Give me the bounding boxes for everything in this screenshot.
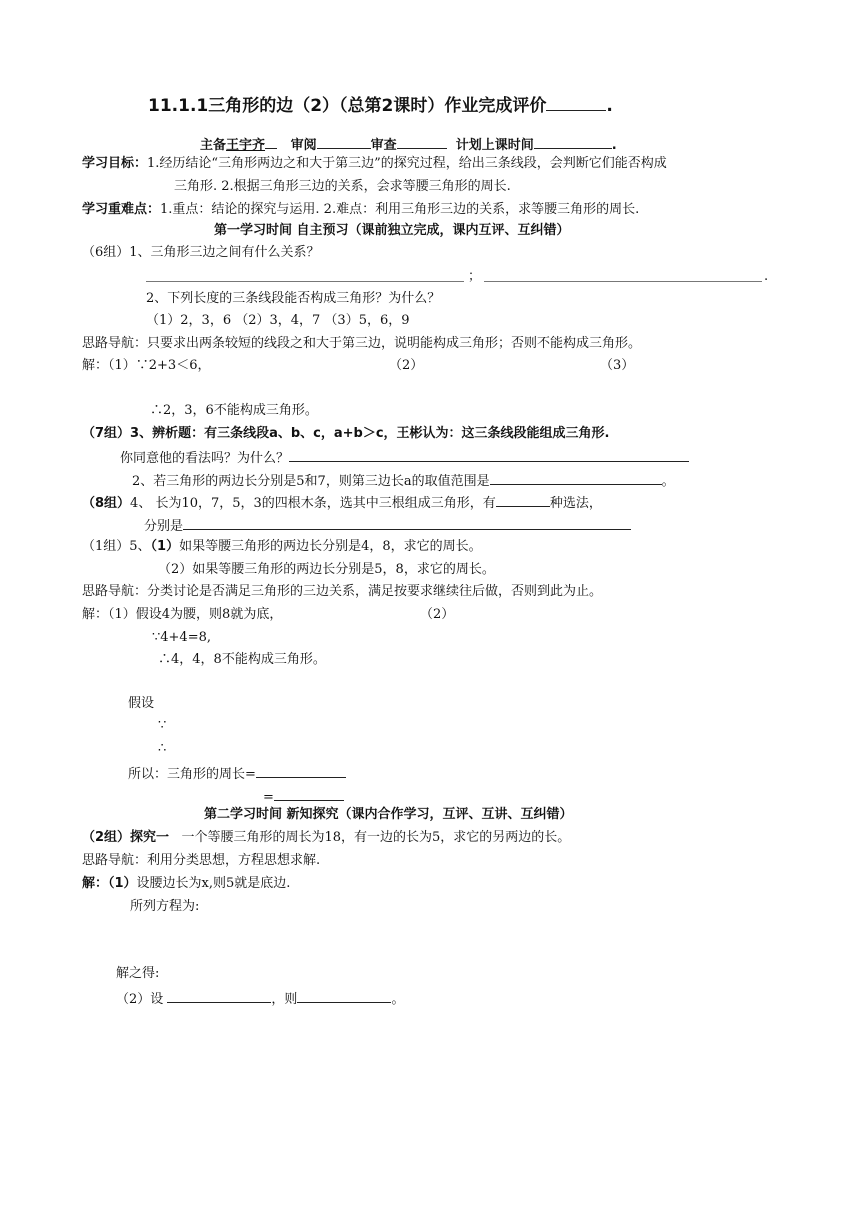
answer-line-1b[interactable] <box>484 281 762 282</box>
question-4 <box>82 492 602 513</box>
q3-line3-end: 。 <box>661 474 675 489</box>
equals-sign: = <box>263 790 274 805</box>
zhubei-label: 主备 <box>200 138 227 153</box>
assume-blank[interactable] <box>167 988 271 1003</box>
question-3-line3 <box>132 470 675 491</box>
explore-1 <box>82 829 570 847</box>
question-5-part2: （2）如果等腰三角形的两边长分别是5，8，求它的周长。 <box>158 562 495 577</box>
section2-heading: 第二学习时间 新知探究（课内合作学习，互评、互讲、互纠错） <box>204 807 573 822</box>
choices-blank[interactable] <box>183 515 631 530</box>
explore-group: （2组）探究一 <box>82 830 170 845</box>
q3-line2-text: 你同意他的看法吗？为什么？ <box>120 451 290 466</box>
question-3 <box>82 425 610 443</box>
q4-text: 4、 长为10，7，5，3的四根木条，选其中三根组成三角形，有 <box>130 496 496 511</box>
explore-sol-label: 解：（1） <box>82 876 137 891</box>
question-5 <box>82 538 482 556</box>
page-title: 11.1.1三角形的边（2）（总第2课时）作业完成评价 . <box>148 96 613 116</box>
explore-p2-c: 。 <box>391 992 405 1007</box>
perimeter-label: 所以：三角形的周长= <box>128 767 256 782</box>
question-4-line2 <box>144 515 631 536</box>
solution-1-conclusion: ∴2，3，6不能构成三角形。 <box>150 403 318 418</box>
plan-time-blank[interactable] <box>534 134 612 149</box>
shenyue-blank[interactable] <box>317 134 371 149</box>
explore-solve: 解之得: <box>116 966 160 981</box>
perimeter-result-blank[interactable] <box>274 786 344 801</box>
perimeter-blank[interactable] <box>256 763 346 778</box>
hint-2: 思路导航：分类讨论是否满足三角形的三边关系，满足按要求继续往后做，否则到此为止。 <box>82 584 603 599</box>
explore-solution <box>82 875 290 893</box>
q5-group: （1组）5、 <box>82 539 151 554</box>
plan-time-label: 计划上课时间 <box>455 138 534 153</box>
solution-2-part2: （2） <box>420 607 455 622</box>
goals-line1 <box>82 155 667 173</box>
goals-text1: 1.经历结论“三角形两边之和大于第三边”的探究过程，给出三条线段，会判断它们能否构成 <box>147 156 667 171</box>
explore-p2-b: ，则 <box>271 992 298 1007</box>
goals-label: 学习目标： <box>82 156 148 171</box>
question-2: 2、下列长度的三条线段能否构成三角形？为什么？ <box>146 291 441 306</box>
explore-hint: 思路导航：利用分类思想，方程思想求解. <box>82 853 321 868</box>
answer-line-1a[interactable] <box>146 281 464 282</box>
shencha-blank[interactable] <box>397 134 447 149</box>
shenyue-label: 审阅 <box>290 138 317 153</box>
explore-equation: 所列方程为: <box>130 899 200 914</box>
title-text: 11.1.1三角形的边（2）（总第2课时）作业完成评价 <box>148 96 547 116</box>
q3-text: 3、辨析题：有三条线段a、b、c，a+b＞c，王彬认为：这三条线段能组成三角形. <box>130 426 610 441</box>
q1-period: . <box>764 269 769 284</box>
range-blank[interactable] <box>490 470 662 485</box>
question-2-options: （1）2，3，6 （2）3，4，7 （3）5，6，9 <box>146 313 410 328</box>
question-3-line2 <box>120 447 689 468</box>
solution-1-part2: （2） <box>389 358 424 373</box>
hint-1: 思路导航：只要求出两条较短的线段之和大于第三边，说明能构成三角形；否则不能构成三角形。 <box>82 336 642 351</box>
question-1: （6组）1、三角形三边之间有什么关系？ <box>82 245 320 260</box>
solution-2-because2: ∵ <box>158 718 167 733</box>
q3-group: （7组） <box>82 426 131 441</box>
section1-heading: 第一学习时间 自主预习（课前独立完成，课内互评、互纠错） <box>214 223 570 238</box>
solution-2-label: 解：（1）假设4为腰，则8就为底， <box>82 607 283 622</box>
evaluation-blank[interactable] <box>546 96 606 111</box>
solution-1-part3: （3） <box>600 358 635 373</box>
zhubei-name: 王宇齐 <box>226 138 266 153</box>
key-points-text: 1.重点：结论的探究与运用. 2.难点：利用三角形三边的关系，求等腰三角形的周长. <box>160 202 640 217</box>
q1-semicolon: ； <box>468 269 482 284</box>
shencha-label: 审查 <box>370 138 397 153</box>
explore-part2 <box>116 988 404 1009</box>
then-blank[interactable] <box>297 988 391 1003</box>
solution-2-therefore2: ∴ <box>158 741 167 756</box>
meta-line: 主备王宇齐 审阅 审查 计划上课时间 . <box>200 134 617 155</box>
solution-2-assume: 假设 <box>128 696 155 711</box>
explore-text: 一个等腰三角形的周长为18，有一边的长为5，求它的另两边的长。 <box>181 830 571 845</box>
explore-sol-text: 设腰边长为x,则5就是底边. <box>136 876 291 891</box>
q5-p1-label: （1） <box>150 539 180 554</box>
q4-line2-text: 分别是 <box>144 519 184 534</box>
choices-count-blank[interactable] <box>496 492 550 507</box>
solution-2-perimeter <box>128 763 346 784</box>
solution-2-therefore: ∴4，4，8不能构成三角形。 <box>158 652 326 667</box>
key-points-label: 学习重难点： <box>82 202 161 217</box>
explore-p2-a: （2）设 <box>116 992 164 1007</box>
q5-p1-text: 如果等腰三角形的两边长分别是4，8，求它的周长。 <box>179 539 482 554</box>
solution-1-label: 解：（1）∵2+3＜6， <box>82 358 211 373</box>
goals-line2: 三角形. 2.根据三角形三边的关系，会求等腰三角形的周长. <box>174 179 511 194</box>
q3-answer-blank[interactable] <box>289 447 689 462</box>
q3-line3-text: 2、若三角形的两边长分别是5和7，则第三边长a的取值范围是 <box>132 474 490 489</box>
solution-2-because: ∵4+4=8, <box>152 630 212 645</box>
solution-2-equals <box>263 786 344 807</box>
q4-text-end: 种选法， <box>549 496 602 511</box>
key-points <box>82 201 639 219</box>
q4-group: （8组） <box>82 496 131 511</box>
